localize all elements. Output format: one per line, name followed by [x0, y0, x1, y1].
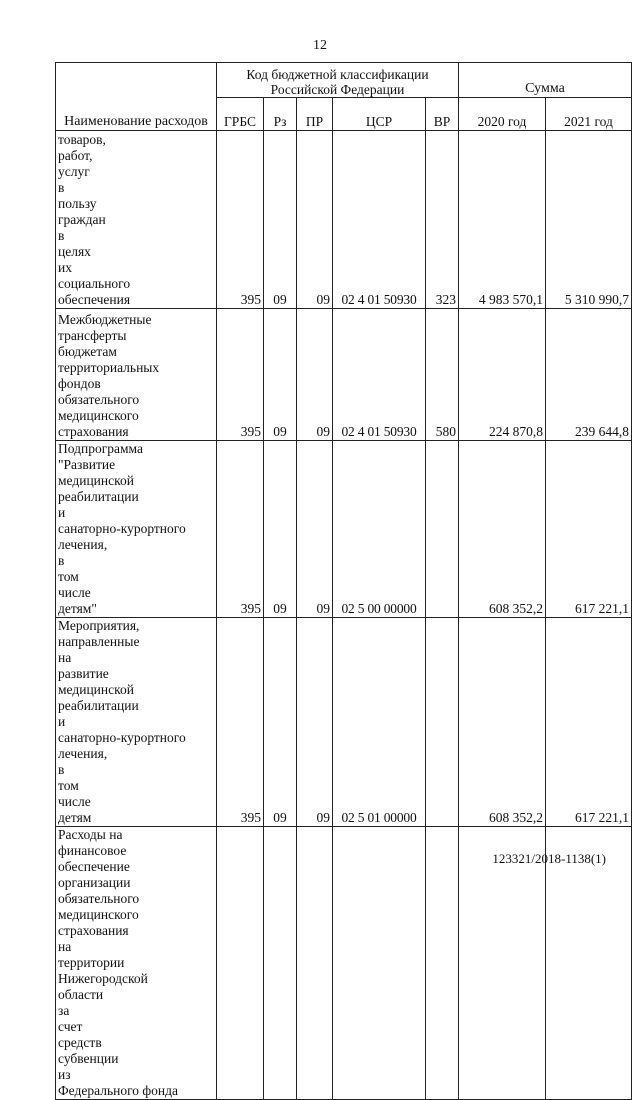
row-name-line: медицинского [58, 408, 139, 423]
row-name [56, 618, 217, 827]
row-name-line: обеспечения [58, 292, 131, 307]
row-grbs: 395 [217, 309, 264, 441]
row-name-line: медицинского [58, 907, 139, 922]
header-year-2020: 2020 год [459, 98, 546, 131]
row-name [56, 441, 217, 618]
row-vr: 323 [426, 131, 459, 309]
row-csr: 02 4 01 50930 [333, 309, 426, 441]
row-vr [426, 441, 459, 618]
row-pr: 09 [297, 309, 333, 441]
row-name-line: Мероприятия, [58, 618, 140, 633]
row-rz: 09 [264, 309, 297, 441]
row-name-line: пользу граждан в [58, 196, 106, 243]
row-name-line: страхования на [58, 923, 129, 954]
row-name-line: страхования [58, 424, 129, 439]
row-name-line: лечения, в том числе [58, 537, 108, 600]
row-name-line: территории [58, 955, 125, 970]
row-rz [264, 827, 297, 1100]
header-csr: ЦСР [333, 98, 426, 131]
header-code-group: Код бюджетной классификации Российской Федерации [217, 63, 459, 98]
row-pr: 09 [297, 131, 333, 309]
row-sum-2020 [459, 827, 546, 1100]
header-sum-group: Сумма [459, 63, 632, 98]
row-pr [297, 827, 333, 1100]
header-name: Наименование расходов [56, 63, 217, 131]
row-name-line: организации [58, 875, 131, 890]
row-name-line: детям" [58, 601, 97, 616]
table-row [56, 309, 632, 441]
row-name-line: товаров, работ, услуг в [58, 132, 106, 195]
row-name-line: лечения, в том числе [58, 746, 108, 809]
row-name-line: "Развитие [58, 457, 116, 472]
row-name [56, 827, 217, 1100]
row-name-line: санаторно-курортного [58, 521, 186, 536]
row-name-line: Расходы на [58, 827, 123, 842]
row-name-line: обеспечение [58, 859, 130, 874]
row-name-line: реабилитации и [58, 489, 139, 520]
table-body [56, 131, 632, 1100]
row-rz: 09 [264, 618, 297, 827]
table-row [56, 618, 632, 827]
budget-table [55, 62, 632, 1100]
row-vr [426, 827, 459, 1100]
row-sum-2021: 617 221,1 [546, 618, 632, 827]
row-pr: 09 [297, 441, 333, 618]
row-sum-2021: 5 310 990,7 [546, 131, 632, 309]
row-sum-2020: 224 870,8 [459, 309, 546, 441]
table-row [56, 441, 632, 618]
row-rz: 09 [264, 441, 297, 618]
row-csr: 02 5 00 00000 [333, 441, 426, 618]
row-sum-2021 [546, 827, 632, 1100]
row-grbs: 395 [217, 618, 264, 827]
header-vr: ВР [426, 98, 459, 131]
row-csr [333, 827, 426, 1100]
row-name-line: финансовое [58, 843, 127, 858]
row-vr: 580 [426, 309, 459, 441]
row-grbs: 395 [217, 441, 264, 618]
table-row [56, 131, 632, 309]
header-year-2021: 2021 год [546, 98, 632, 131]
row-name-line: санаторно-курортного [58, 730, 186, 745]
page-number: 12 [313, 38, 327, 53]
header-pr: ПР [297, 98, 333, 131]
table-row [56, 827, 632, 1100]
row-name-line: детям [58, 810, 92, 825]
row-sum-2020: 608 352,2 [459, 618, 546, 827]
row-name-line: Нижегородской [58, 971, 148, 986]
row-sum-2021: 617 221,1 [546, 441, 632, 618]
row-name-line: развитие медицинской [58, 666, 134, 697]
row-csr: 02 5 01 00000 [333, 618, 426, 827]
row-name [56, 309, 217, 441]
row-name-line: трансферты бюджетам [58, 328, 127, 359]
row-name-line: Подпрограмма [58, 441, 143, 456]
row-name-line: направленные на [58, 634, 140, 665]
row-name-line: Межбюджетные [58, 312, 152, 327]
row-name-line: медицинской [58, 473, 134, 488]
row-name-line: средств субвенции из [58, 1035, 119, 1082]
row-name-line: целях их социального [58, 244, 131, 291]
row-name-line: реабилитации и [58, 698, 139, 729]
row-grbs: 395 [217, 131, 264, 309]
row-rz: 09 [264, 131, 297, 309]
document-code: 123321/2018-1138(1) [492, 851, 606, 866]
row-sum-2020: 4 983 570,1 [459, 131, 546, 309]
row-grbs [217, 827, 264, 1100]
row-csr: 02 4 01 50930 [333, 131, 426, 309]
row-pr: 09 [297, 618, 333, 827]
row-sum-2020: 608 352,2 [459, 441, 546, 618]
row-sum-2021: 239 644,8 [546, 309, 632, 441]
row-vr [426, 618, 459, 827]
row-name-line: Федерального фонда [58, 1083, 178, 1098]
row-name-line: территориальных [58, 360, 160, 375]
header-grbs: ГРБС [217, 98, 264, 131]
row-name-line: области за счет [58, 987, 104, 1034]
row-name-line: обязательного [58, 891, 140, 906]
header-rz: Рз [264, 98, 297, 131]
row-name [56, 131, 217, 309]
row-name-line: фондов обязательного [58, 376, 140, 407]
